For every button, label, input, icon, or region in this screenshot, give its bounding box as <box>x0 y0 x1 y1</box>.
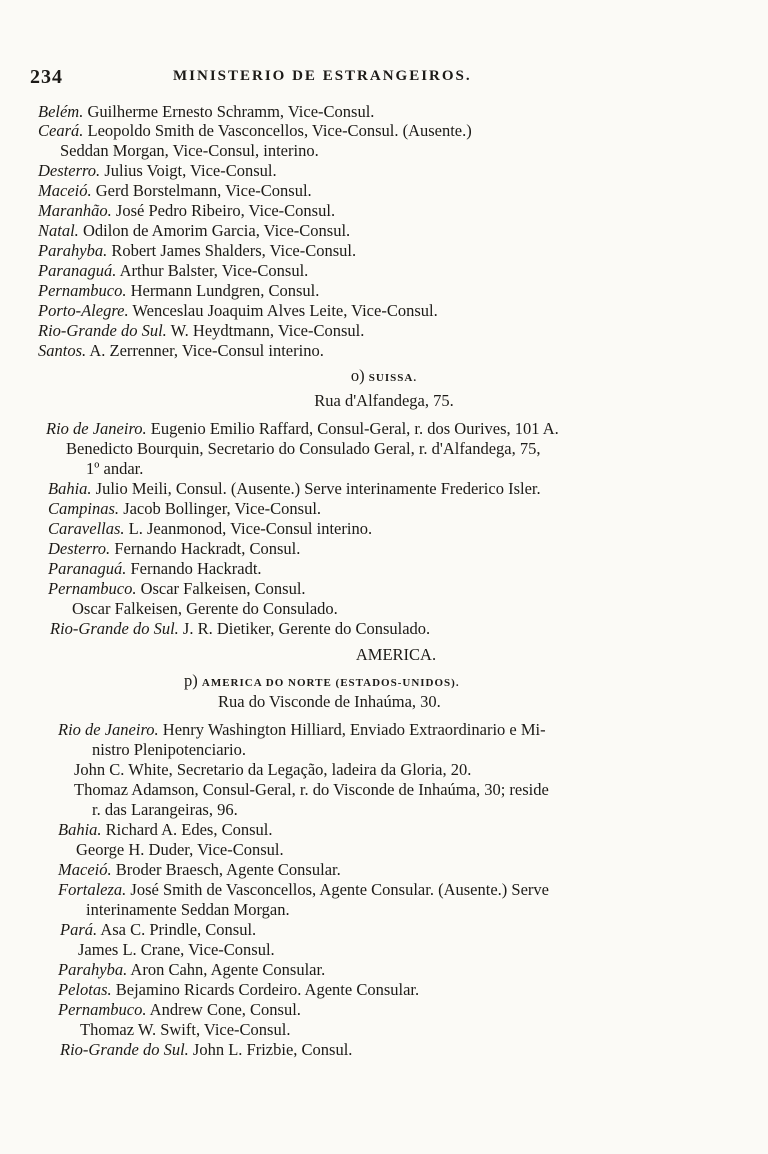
entry-place: Rio-Grande do Sul. <box>60 1040 189 1059</box>
entry-line <box>48 499 321 519</box>
entry-text: Richard A. Edes, Consul. <box>105 820 273 839</box>
entry-line <box>38 341 324 361</box>
entry-text: Asa C. Prindle, Consul. <box>100 920 257 939</box>
entry-place: Rio de Janeiro. <box>46 419 147 438</box>
entry-text: George H. Duder, Vice-Consul. <box>76 840 284 859</box>
entry-place: Pelotas. <box>58 980 112 999</box>
entry-text: Bejamino Ricards Cordeiro. Agente Consular. <box>115 980 420 999</box>
entry-line <box>60 1040 352 1060</box>
entry-text: Oscar Falkeisen, Consul. <box>140 579 306 598</box>
entry-place: Ceará. <box>38 121 84 140</box>
entry-line <box>48 559 262 579</box>
entry-text: Eugenio Emilio Raffard, Consul-Geral, r. dos Ourives, 101 A. <box>150 419 559 438</box>
entry-line <box>38 221 350 241</box>
entry-text: Thomaz Adamson, Consul-Geral, r. do Visconde de Inhaúma, 30; reside <box>74 780 549 799</box>
entry-line <box>60 141 319 161</box>
entry-place: Desterro. <box>38 161 101 180</box>
entry-line <box>58 880 549 900</box>
america-heading: AMERICA. <box>355 645 437 664</box>
entry-place: Maceió. <box>38 181 92 200</box>
section-label: o) <box>350 366 365 385</box>
entry-line <box>58 860 341 880</box>
entry-line <box>38 102 374 122</box>
entry-place: Porto-Alegre. <box>38 301 129 320</box>
entry-line <box>38 301 438 321</box>
entry-line <box>60 920 256 940</box>
entry-line <box>38 121 472 141</box>
running-head: MINISTERIO DE ESTRANGEIROS. <box>173 68 472 84</box>
entry-place: Parahyba. <box>38 241 108 260</box>
entry-text: Wenceslau Joaquim Alves Leite, Vice-Consul. <box>132 301 438 320</box>
entry-line <box>86 900 290 920</box>
entry-place: Desterro. <box>48 539 111 558</box>
entry-line <box>86 459 143 479</box>
entry-text: Odilon de Amorim Garcia, Vice-Consul. <box>82 221 351 240</box>
entry-line <box>58 1000 301 1020</box>
entry-line <box>38 201 335 221</box>
entry-line <box>38 281 319 301</box>
entry-line <box>58 960 325 980</box>
entry-place: Paranaguá. <box>48 559 127 578</box>
entry-line <box>46 419 559 439</box>
entry-place: Pernambuco. <box>38 281 127 300</box>
entry-line <box>58 980 419 1000</box>
entry-text: Fernando Hackradt, Consul. <box>114 539 301 558</box>
entry-text: Thomaz W. Swift, Vice-Consul. <box>80 1020 291 1039</box>
entry-text: Julio Meili, Consul. (Ausente.) Serve interinamente Frederico Isler. <box>95 479 541 498</box>
entry-line <box>48 479 541 499</box>
entry-line <box>50 619 430 639</box>
section-heading-usa <box>184 671 460 693</box>
entry-line <box>78 940 275 960</box>
entry-place: Bahia. <box>58 820 102 839</box>
entry-line <box>58 820 273 840</box>
entry-text: W. Heydtmann, Vice-Consul. <box>170 321 365 340</box>
entry-line <box>92 740 246 760</box>
entry-place: Rio-Grande do Sul. <box>38 321 167 340</box>
entry-text: Fernando Hackradt. <box>130 559 262 578</box>
entry-place: Paranaguá. <box>38 261 117 280</box>
entry-line <box>38 261 308 281</box>
entry-place: Bahia. <box>48 479 92 498</box>
entry-text: Jacob Bollinger, Vice-Consul. <box>123 499 322 518</box>
section-address: Rua d'Alfandega, 75. <box>314 391 454 410</box>
section-name: SUISSA. <box>368 372 418 384</box>
entry-text: 1º andar. <box>86 459 144 478</box>
entry-line <box>48 539 300 559</box>
entry-place: Santos. <box>38 341 87 360</box>
entry-place: Fortaleza. <box>58 880 127 899</box>
entry-text: Guilherme Ernesto Schramm, Vice-Consul. <box>87 102 375 121</box>
entry-line <box>76 840 284 860</box>
entry-line <box>74 760 471 780</box>
entry-place: Maceió. <box>58 860 112 879</box>
entry-line <box>80 1020 290 1040</box>
entry-text: José Smith de Vasconcellos, Agente Consular. (Ausente.) Serve <box>130 880 549 899</box>
entry-text: Benedicto Bourquin, Secretario do Consulado Geral, r. d'Alfandega, 75, <box>66 439 541 458</box>
entry-line <box>72 599 338 619</box>
entry-place: Parahyba. <box>58 960 128 979</box>
entry-text: Broder Braesch, Agente Consular. <box>115 860 341 879</box>
entry-line <box>58 720 546 740</box>
entry-text: Arthur Balster, Vice-Consul. <box>119 261 309 280</box>
entry-text: Oscar Falkeisen, Gerente do Consulado. <box>72 599 338 618</box>
entry-text: interinamente Seddan Morgan. <box>86 900 290 919</box>
entry-text: Robert James Shalders, Vice-Consul. <box>111 241 357 260</box>
entry-line <box>38 241 356 261</box>
entry-text: Henry Washington Hilliard, Enviado Extraordinario e Mi- <box>162 720 546 739</box>
entry-text: Seddan Morgan, Vice-Consul, interino. <box>60 141 319 160</box>
entry-line <box>38 321 364 341</box>
entry-text: Gerd Borstelmann, Vice-Consul. <box>95 181 312 200</box>
entry-line <box>48 519 372 539</box>
entry-line <box>66 439 540 459</box>
section-heading-suissa <box>0 366 768 388</box>
entry-text: Andrew Cone, Consul. <box>149 1000 301 1019</box>
entry-text: nistro Plenipotenciario. <box>92 740 246 759</box>
section-label: p) <box>184 671 198 690</box>
entry-text: John L. Frizbie, Consul. <box>192 1040 353 1059</box>
entry-text: A. Zerrenner, Vice-Consul interino. <box>89 341 324 360</box>
entry-text: Aron Cahn, Agente Consular. <box>130 960 326 979</box>
entry-line <box>38 161 277 181</box>
entry-place: Pernambuco. <box>58 1000 147 1019</box>
entry-text: Julius Voigt, Vice-Consul. <box>104 161 277 180</box>
entry-place: Campinas. <box>48 499 120 518</box>
entry-place: Maranhão. <box>38 201 112 220</box>
entry-place: Natal. <box>38 221 79 240</box>
entry-text: Hermann Lundgren, Consul. <box>130 281 320 300</box>
page-header <box>30 66 630 90</box>
entry-text: J. R. Dietiker, Gerente do Consulado. <box>182 619 431 638</box>
entry-text: José Pedro Ribeiro, Vice-Consul. <box>115 201 336 220</box>
entry-text: L. Jeanmonod, Vice-Consul interino. <box>128 519 373 538</box>
entry-place: Pará. <box>60 920 98 939</box>
entry-place: Belém. <box>38 102 84 121</box>
entry-line <box>74 780 549 800</box>
entry-place: Rio de Janeiro. <box>58 720 159 739</box>
section-address: Rua do Visconde de Inhaúma, 30. <box>218 692 441 711</box>
entry-place: Caravellas. <box>48 519 125 538</box>
entry-line <box>38 181 312 201</box>
page-number: 234 <box>30 66 63 88</box>
entry-line <box>48 579 306 599</box>
entry-text: James L. Crane, Vice-Consul. <box>78 940 275 959</box>
entry-place: Pernambuco. <box>48 579 137 598</box>
entry-text: John C. White, Secretario da Legação, ladeira da Gloria, 20. <box>74 760 472 779</box>
entry-text: r. das Larangeiras, 96. <box>92 800 238 819</box>
entry-text: Leopoldo Smith de Vasconcellos, Vice-Consul. (Ausente.) <box>87 121 472 140</box>
entry-place: Rio-Grande do Sul. <box>50 619 179 638</box>
section-name: AMERICA DO NORTE (ESTADOS-UNIDOS). <box>201 677 460 689</box>
entry-line <box>92 800 238 820</box>
